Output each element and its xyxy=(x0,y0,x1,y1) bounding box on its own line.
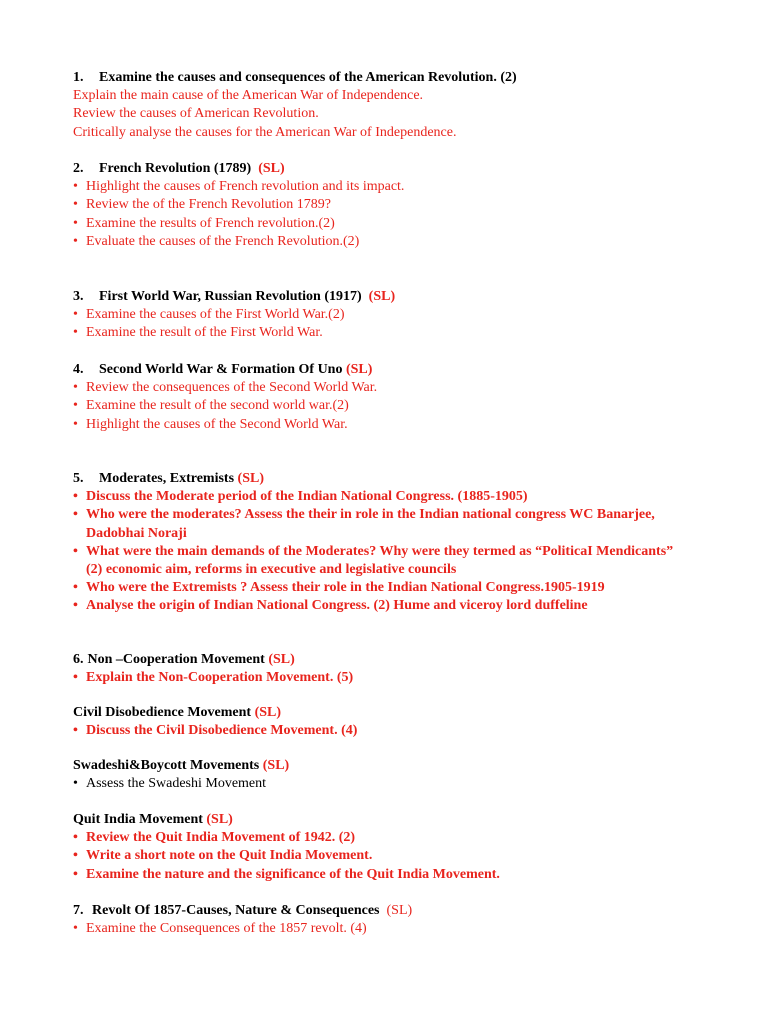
question-list xyxy=(73,920,713,938)
section-5 xyxy=(73,470,713,616)
question-list xyxy=(73,775,713,793)
list-item: • Discuss the Civil Disobedience Movement. (4) xyxy=(73,723,358,739)
list-item: • Highlight the causes of the Second World War. xyxy=(73,416,348,432)
section-heading: 2. French Revolution (1789) (SL) xyxy=(73,161,285,176)
list-item: • Examine the causes of the First World War.(2) xyxy=(73,307,345,323)
sl-tag: (SL) xyxy=(345,362,373,377)
list-item: • Who were the moderates? Assess the their in role in the Indian national congress WC Banarjee, Dadobhai Noraji xyxy=(73,507,655,541)
section-heading: 7. Revolt Of 1857-Causes, Nature & Consequences (SL) xyxy=(73,903,413,918)
list-item: • Examine the Consequences of the 1857 revolt. (4) xyxy=(73,921,367,937)
question-line: Critically analyse the causes for the American War of Independence. xyxy=(73,124,457,140)
section-heading: Quit India Movement (SL) xyxy=(73,812,233,827)
question-list xyxy=(73,306,713,342)
section-heading: 1. Examine the causes and consequences of the American Revolution. (2) xyxy=(73,70,517,85)
list-item: • Highlight the causes of French revolution and its impact. xyxy=(73,179,405,195)
question-list xyxy=(73,669,713,687)
sl-tag: (SL) xyxy=(268,652,295,667)
section-civil-disobedience xyxy=(73,704,713,740)
question-list xyxy=(73,722,713,740)
section-swadeshi xyxy=(73,757,713,793)
list-item: • Review the of the French Revolution 1789? xyxy=(73,197,331,213)
section-4 xyxy=(73,361,713,434)
section-heading: Civil Disobedience Movement (SL) xyxy=(73,705,282,720)
question-line: Review the causes of American Revolution. xyxy=(73,106,319,122)
section-6 xyxy=(73,651,713,687)
sl-tag: (SL) xyxy=(237,471,264,486)
section-2 xyxy=(73,160,713,251)
question-list xyxy=(73,829,713,884)
list-item: • Explain the Non-Cooperation Movement. (5) xyxy=(73,670,354,686)
section-heading: 3. First World War, Russian Revolution (1917) (SL) xyxy=(73,289,396,304)
list-item: • Analyse the origin of Indian National Congress. (2) Hume and viceroy lord duffeline xyxy=(73,598,588,614)
list-item: • Review the Quit India Movement of 1942. (2) xyxy=(73,830,356,846)
list-item: • Discuss the Moderate period of the Indian National Congress. (1885-1905) xyxy=(73,489,528,505)
section-heading: 4. Second World War & Formation Of Uno (SL) xyxy=(73,362,373,377)
sl-tag: (SL) xyxy=(262,758,290,773)
section-1 xyxy=(73,69,713,142)
sl-tag: (SL) xyxy=(368,289,396,304)
section-heading: 6. Non –Cooperation Movement (SL) xyxy=(73,652,295,667)
sl-tag: (SL) xyxy=(258,161,285,176)
section-heading: Swadeshi&Boycott Movements (SL) xyxy=(73,758,290,773)
list-item: • Write a short note on the Quit India Movement. xyxy=(73,848,373,864)
list-item: • What were the main demands of the Moderates? Why were they termed as “PoliticaI Mendicants” (2) economic aim, reforms in executive and legislative councils xyxy=(73,543,674,578)
section-7 xyxy=(73,902,713,938)
list-item: • Examine the result of the second world war.(2) xyxy=(73,398,349,414)
sl-tag: (SL) xyxy=(386,903,413,918)
question-list xyxy=(73,178,713,251)
section-3 xyxy=(73,288,713,343)
section-quit-india xyxy=(73,811,713,884)
section-heading: 5. Moderates, Extremists (SL) xyxy=(73,471,264,486)
list-item: • Assess the Swadeshi Movement xyxy=(73,776,267,792)
sl-tag: (SL) xyxy=(206,812,233,827)
list-item: • Examine the results of French revolution.(2) xyxy=(73,215,335,231)
sl-tag: (SL) xyxy=(254,705,282,720)
list-item: • Evaluate the causes of the French Revolution.(2) xyxy=(73,233,360,249)
question-list xyxy=(73,379,713,434)
list-item: • Review the consequences of the Second World War. xyxy=(73,380,378,396)
list-item: • Examine the nature and the significance of the Quit India Movement. xyxy=(73,866,500,882)
list-item: • Examine the result of the First World War. xyxy=(73,325,323,341)
question-list xyxy=(73,488,713,615)
list-item: • Who were the Extremists ? Assess their role in the Indian National Congress.1905-1919 xyxy=(73,580,605,596)
question-line: Explain the main cause of the American War of Independence. xyxy=(73,88,424,104)
